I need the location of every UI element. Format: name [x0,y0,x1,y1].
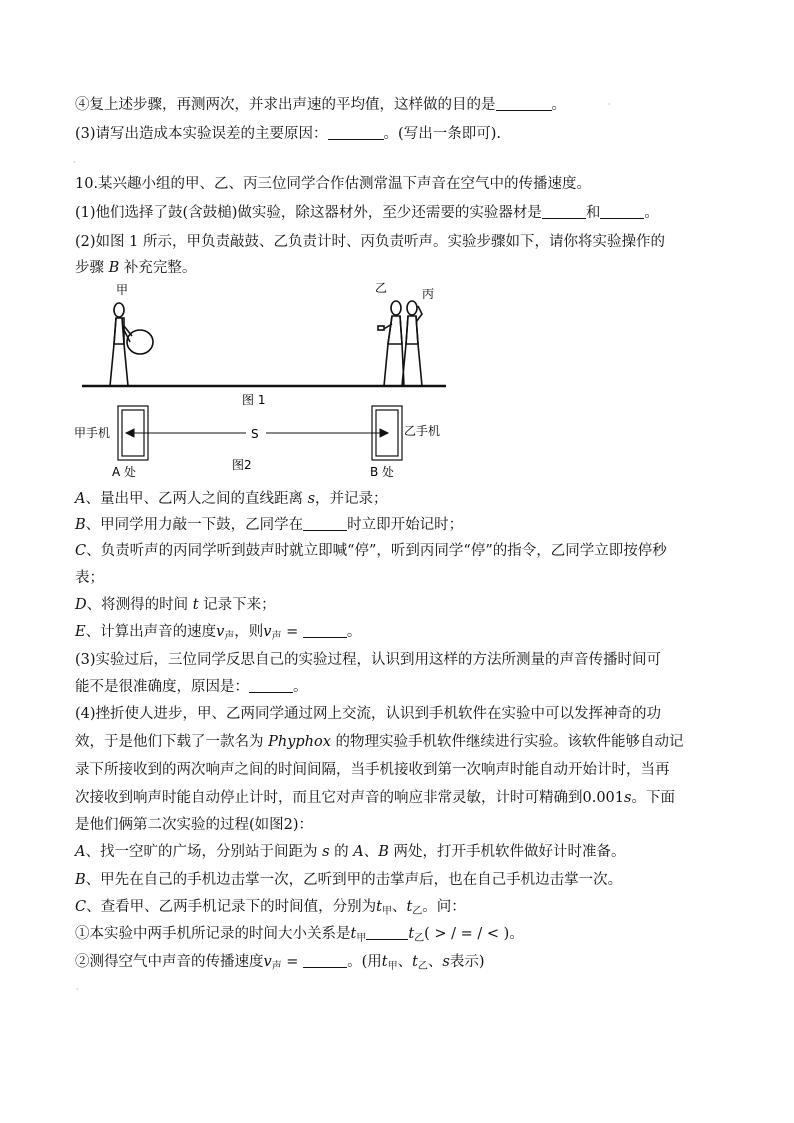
label-yi: 乙 [375,281,388,295]
distance-label: S [251,427,259,441]
q10-part2-line1: (2)如图 1 所示，甲负责敲鼓、乙负责计时、丙负责听声。实验步骤如下，请你将实验操作的 [75,234,665,250]
scan-dot: · [608,100,611,109]
answer-blank[interactable] [249,678,293,693]
step-c: C、负责听声的丙同学听到鼓声时就立即喊“停”，听到丙同学“停”的指令，乙同学立即按停秒 [75,543,667,559]
q10-part3-line2: 能不是很准确度，原因是： 。 [75,679,308,695]
part4-step-a: A、找一空旷的广场，分别站于间距为 s 的 A、B 两处，打开手机软件做好计时准备。 [75,844,626,860]
answer-blank[interactable] [303,516,347,531]
q10-part2-line2: 步骤 B 补充完整。 [75,260,197,276]
answer-blank[interactable] [600,204,644,219]
step-d: D、将测得的时间 t 记录下来； [75,597,276,613]
scan-dot: · [73,158,76,167]
person-bing-figure [402,301,422,386]
phone-b-label: 乙手机 [404,424,441,438]
fig1-caption: 图 1 [242,393,266,407]
answer-blank[interactable] [328,125,384,140]
step-e: E、计算出声音的速度$v_声$，则$v_声$ = 。 [75,624,362,642]
q10-part4-line4: 次接收到响声时能自动停止计时，而且它对声音的响应非常灵敏，计时可精确到0.001s。下面 [75,790,675,806]
experiment-figure [70,280,460,480]
label-bing: 丙 [422,287,435,301]
answer-blank[interactable] [496,96,552,111]
person-jia-figure [110,303,132,386]
q10-part4-line1: (4)挫折使人进步，甲、乙两同学通过网上交流，认识到手机软件在实验中可以发挥神奇的功 [75,706,662,722]
q10-part3-line1: (3)实验过后，三位同学反思自己的实验过程，认识到用这样的方法所测量的声音传播时间可 [75,652,662,668]
q10-part4-line5: 是他们俩第二次实验的过程(如图2)： [75,817,314,833]
sub-question-2: ②测得空气中声音的传播速度$v_声$ = 。(用$t_甲$、$t_乙$、s表示) [75,954,485,972]
location-b-label: B 处 [370,465,395,479]
step-c-cont: 表； [75,570,104,586]
scan-dot: · [76,985,79,994]
fig2-caption: 图2 [232,458,252,472]
q10-part4-line2: 效，于是他们下载了一款名为 Phyphox 的物理实验手机软件继续进行实验。该软件能够自动记 [75,734,684,750]
q10-part1: (1)他们选择了鼓(含鼓槌)做实验，除这器材外，至少还需要的实验器材是 和 。 [75,205,659,221]
q10-part4-line3: 录下所接收到的两次响声之间的时间间隔，当手机接收到第一次响声时能自动开始计时，当再 [75,762,670,778]
q9-part3: (3)请写出造成本实验误差的主要原因： 。(写出一条即可). [75,126,501,142]
location-a-label: A 处 [112,465,137,479]
answer-blank[interactable] [542,204,586,219]
part4-step-b: B、甲先在自己的手机边击掌一次，乙听到甲的击掌声后，也在自己手机边击掌一次。 [75,872,623,888]
sub-question-1: ①本实验中两手机所记录的时间大小关系是$t_甲$ $t_乙$( > / = / < )。 [75,926,524,944]
q10-title: 10.某兴趣小组的甲、乙、丙三位同学合作估测常温下声音在空气中的传播速度。 [75,176,592,192]
step-b: B、甲同学用力敲一下鼓，乙同学在 时立即开始记时； [75,517,464,533]
phone-a-label: 甲手机 [74,426,111,440]
answer-blank[interactable] [366,925,408,940]
part4-step-c: C、查看甲、乙两手机记录下的时间值，分别为$t_甲$、$t_乙$。问： [75,899,466,917]
q9-step4: ④复上述步骤，再测两次，并求出声速的平均值，这样做的目的是 。 [75,97,566,113]
drum-icon [127,330,153,354]
label-jia: 甲 [116,283,129,297]
answer-blank[interactable] [303,623,347,638]
step-a: A、量出甲、乙两人之间的直线距离 s，并记录； [75,491,388,507]
answer-blank[interactable] [303,953,347,968]
person-yi-figure [378,301,404,386]
